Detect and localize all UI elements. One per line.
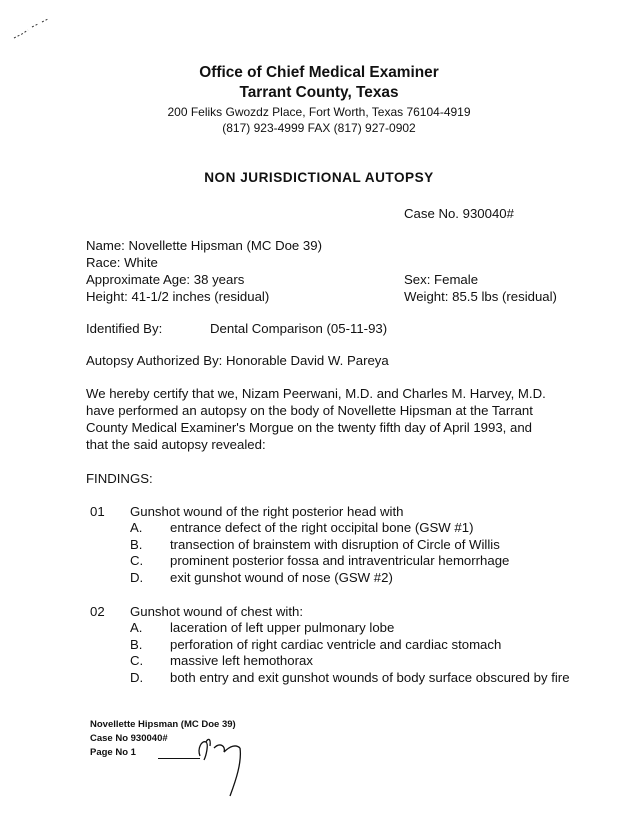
autopsy-authorization: Autopsy Authorized By: Honorable David W. Pareya xyxy=(86,353,389,368)
decedent-race: Race: White xyxy=(86,255,158,270)
finding-number: 01 xyxy=(90,504,105,519)
decedent-sex: Sex: Female xyxy=(404,272,479,287)
office-name: Office of Chief Medical Examiner xyxy=(199,64,439,81)
finding-number: 02 xyxy=(90,604,105,619)
finding-sublist xyxy=(90,520,620,587)
footer-name: Novellette Hipsman (MC Doe 39) xyxy=(90,719,236,730)
footer-page: Page No 1 xyxy=(90,747,136,758)
finding-title: Gunshot wound of chest with: xyxy=(130,604,304,619)
finding-title: Gunshot wound of the right posterior head with xyxy=(130,504,404,519)
findings-heading: FINDINGS: xyxy=(86,471,153,486)
finding-subitem: C. massive left hemothorax xyxy=(130,653,313,669)
handwritten-initials xyxy=(194,734,250,802)
finding-subitem: A. laceration of left upper pulmonary lobe xyxy=(130,620,395,635)
finding-subitem: B. transection of brainstem with disruption of Circle of Willis xyxy=(130,536,500,552)
certification-line-2: have performed an autopsy on the body of Novellette Hipsman at the Tarrant xyxy=(86,403,533,418)
county-name: Tarrant County, Texas xyxy=(239,84,399,101)
finding-subitem: D. both entry and exit gunshot wounds of body surface obscured by fire xyxy=(130,670,570,686)
footer-case: Case No 930040# xyxy=(90,733,168,744)
case-number: Case No. 930040# xyxy=(404,206,514,221)
scan-mark xyxy=(8,14,54,44)
decedent-height: Height: 41-1/2 inches (residual) xyxy=(86,289,270,304)
finding-subitem: A. entrance defect of the right occipital bone (GSW #1) xyxy=(130,520,474,535)
identified-by-value: Dental Comparison (05-11-93) xyxy=(210,321,388,336)
certification-line-1: We hereby certify that we, Nizam Peerwani, M.D. and Charles M. Harvey, M.D. xyxy=(86,386,546,401)
document-title: NON JURISDICTIONAL AUTOPSY xyxy=(204,170,434,185)
decedent-weight: Weight: 85.5 lbs (residual) xyxy=(404,289,557,304)
finding-subitem: C. prominent posterior fossa and intraventricular hemorrhage xyxy=(130,553,510,569)
identified-by-label: Identified By: xyxy=(86,321,163,336)
office-phone: (817) 923-4999 FAX (817) 927-0902 xyxy=(222,121,416,135)
certification-line-4: that the said autopsy revealed: xyxy=(86,437,266,452)
certification-line-3: County Medical Examiner's Morgue on the twenty fifth day of April 1993, and xyxy=(86,420,533,435)
decedent-name: Name: Novellette Hipsman (MC Doe 39) xyxy=(86,238,322,253)
finding-sublist xyxy=(90,620,620,703)
office-address: 200 Feliks Gwozdz Place, Fort Worth, Texas 76104-4919 xyxy=(167,105,471,119)
finding-subitem: B. perforation of right cardiac ventricle and cardiac stomach xyxy=(130,636,502,652)
finding-subitem: D. exit gunshot wound of nose (GSW #2) xyxy=(130,570,393,586)
decedent-age: Approximate Age: 38 years xyxy=(86,272,245,287)
